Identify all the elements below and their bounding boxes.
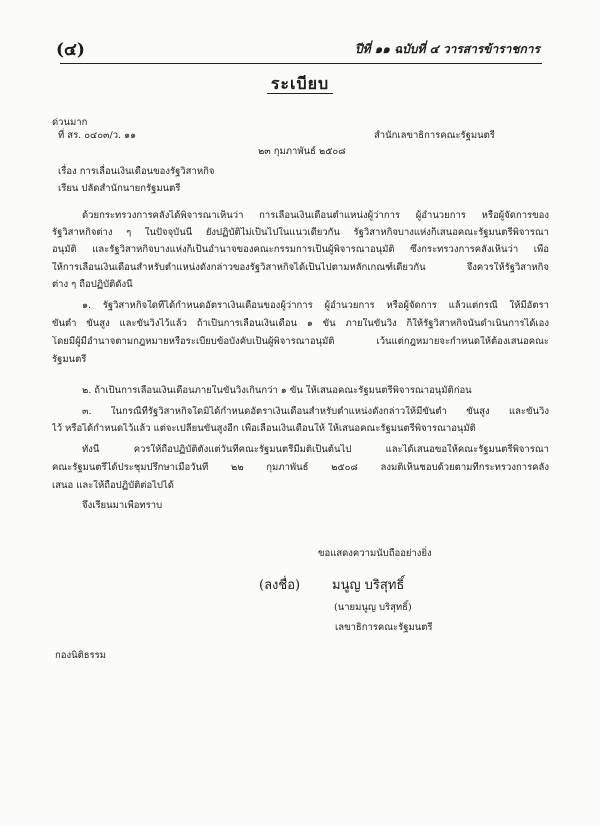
- subject-line: เรื่อง การเลื่อนเงินเดือนของรัฐวิสาหกิจ: [58, 166, 215, 177]
- body-line: เสนอ และให้ถือปฏิบัติต่อไปได้: [52, 480, 174, 491]
- page-number: (๔): [56, 40, 85, 60]
- signer-position: เลขาธิการคณะรัฐมนตรี: [335, 622, 433, 633]
- body-line: ต่าง ๆ ถือปฏิบัติดังนี้: [52, 279, 133, 290]
- issuing-office: สำนักเลขาธิการคณะรัฐมนตรี: [374, 130, 495, 141]
- body-line: ขั้นต่ำ ขั้นสูง และขั้นวิ่งไว้แล้ว ถ้าเป็นการเลื่อนเงินเดือน ๑ ขั้น ภายในขั้นวิ่ง ก็ให้รัฐวิสาหกิจนั้นดำเนินการได้เอง: [52, 318, 549, 329]
- body-line: อนุมัติ และรัฐวิสาหกิจบางแห่งก็เป็นอำนาจของคณะกรรมการเป็นผู้พิจารณาอนุมัติ ซึ่งกระทรวงการคลังเห็นว่า เพื่อ: [52, 244, 549, 255]
- body-line: ไว้ หรือได้กำหนดไว้แล้ว แต่จะเปลี่ยนขั้นสูงอีก เพื่อเลื่อนเงินเดือนให้ ให้เสนอคณะรัฐมนตรีพิจารณาอนุมัติ: [52, 423, 476, 434]
- reference-number: ที่ สร. ๐๔๐๓/ว. ๑๑: [58, 130, 137, 141]
- document-title: ระเบียบ: [267, 74, 333, 94]
- body-line: ๒. ถ้าเป็นการเลื่อนเงินเดือนภายในขั้นวิ่งเกินกว่า ๑ ขั้น ให้เสนอคณะรัฐมนตรีพิจารณาอนุมัติก่อน: [82, 385, 472, 396]
- document-date: ๒๓ กุมภาพันธ์ ๒๕๐๘: [258, 146, 346, 157]
- header-divider: [60, 63, 542, 64]
- footer-note: กองนิติธรรม: [55, 650, 107, 661]
- body-line: ๓. ในกรณีที่รัฐวิสาหกิจใดมิได้กำหนดอัตราเงินเดือนสำหรับตำแหน่งดังกล่าวให้มีขั้นต่ำ ขั้นสูง และขั้นวิ่ง: [82, 406, 549, 417]
- body-line: ทั้งนี้ ควรให้ถือปฏิบัติตั้งแต่วันที่คณะรัฐมนตรีมีมติเป็นต้นไป และได้เสนอขอให้คณะรัฐมนตรีพิจารณา: [82, 444, 549, 455]
- urgency-label: ด่วนมาก: [52, 117, 88, 128]
- body-line: รัฐวิสาหกิจต่าง ๆ ในปัจจุบันนี้ ยังปฏิบัติไม่เป็นไปในแนวเดียวกัน รัฐวิสาหกิจบางแห่งก็เสนอคณะรัฐมนตรีพิจารณา: [52, 227, 549, 238]
- body-line: ให้การเลื่อนเงินเดือนสำหรับตำแหน่งดังกล่าวของรัฐวิสาหกิจได้เป็นไปตามหลักเกณฑ์เดียวกัน จึงควรให้รัฐวิสาหกิจ: [52, 262, 549, 273]
- signed-label: (ลงชื่อ): [259, 578, 301, 593]
- addressee-line: เรียน ปลัดสำนักนายกรัฐมนตรี: [58, 183, 181, 194]
- body-line: จึงเรียนมาเพื่อทราบ: [82, 500, 163, 511]
- issue-info: ปีที่ ๑๑ ฉบับที่ ๔ วารสารข้าราชการ: [354, 42, 540, 56]
- body-line: รัฐมนตรี: [52, 354, 87, 365]
- body-line: คณะรัฐมนตรีได้ประชุมปรึกษาเมื่อวันที่ ๒๒ กุมภาพันธ์ ๒๕๐๘ ลงมติเห็นชอบด้วยตามที่กระทรวงการคลัง: [52, 462, 549, 473]
- closing-salutation: ขอแสดงความนับถืออย่างยิ่ง: [318, 548, 432, 559]
- signed-name: มนูญ บริสุทธิ์: [332, 578, 405, 593]
- document-title-wrap: [0, 72, 600, 97]
- body-line: ด้วยกระทรวงการคลังได้พิจารณาเห็นว่า การเลื่อนเงินเดือนตำแหน่งผู้ว่าการ ผู้อำนวยการ หรือผู้จัดการของ: [82, 210, 549, 221]
- signer-full-name: (นายมนูญ บริสุทธิ์): [334, 602, 412, 613]
- body-line: โดยมีผู้มีอำนาจตามกฎหมายหรือระเบียบข้อบังคับเป็นผู้พิจารณาอนุมัติ เว้นแต่กฎหมายจะกำหนดให้ต้องเสนอคณะ: [52, 336, 549, 347]
- body-line: ๑. รัฐวิสาหกิจใดที่ได้กำหนดอัตราเงินเดือนของผู้ว่าการ ผู้อำนวยการ หรือผู้จัดการ แล้วแต่กรณี ให้มีอัตรา: [82, 300, 549, 311]
